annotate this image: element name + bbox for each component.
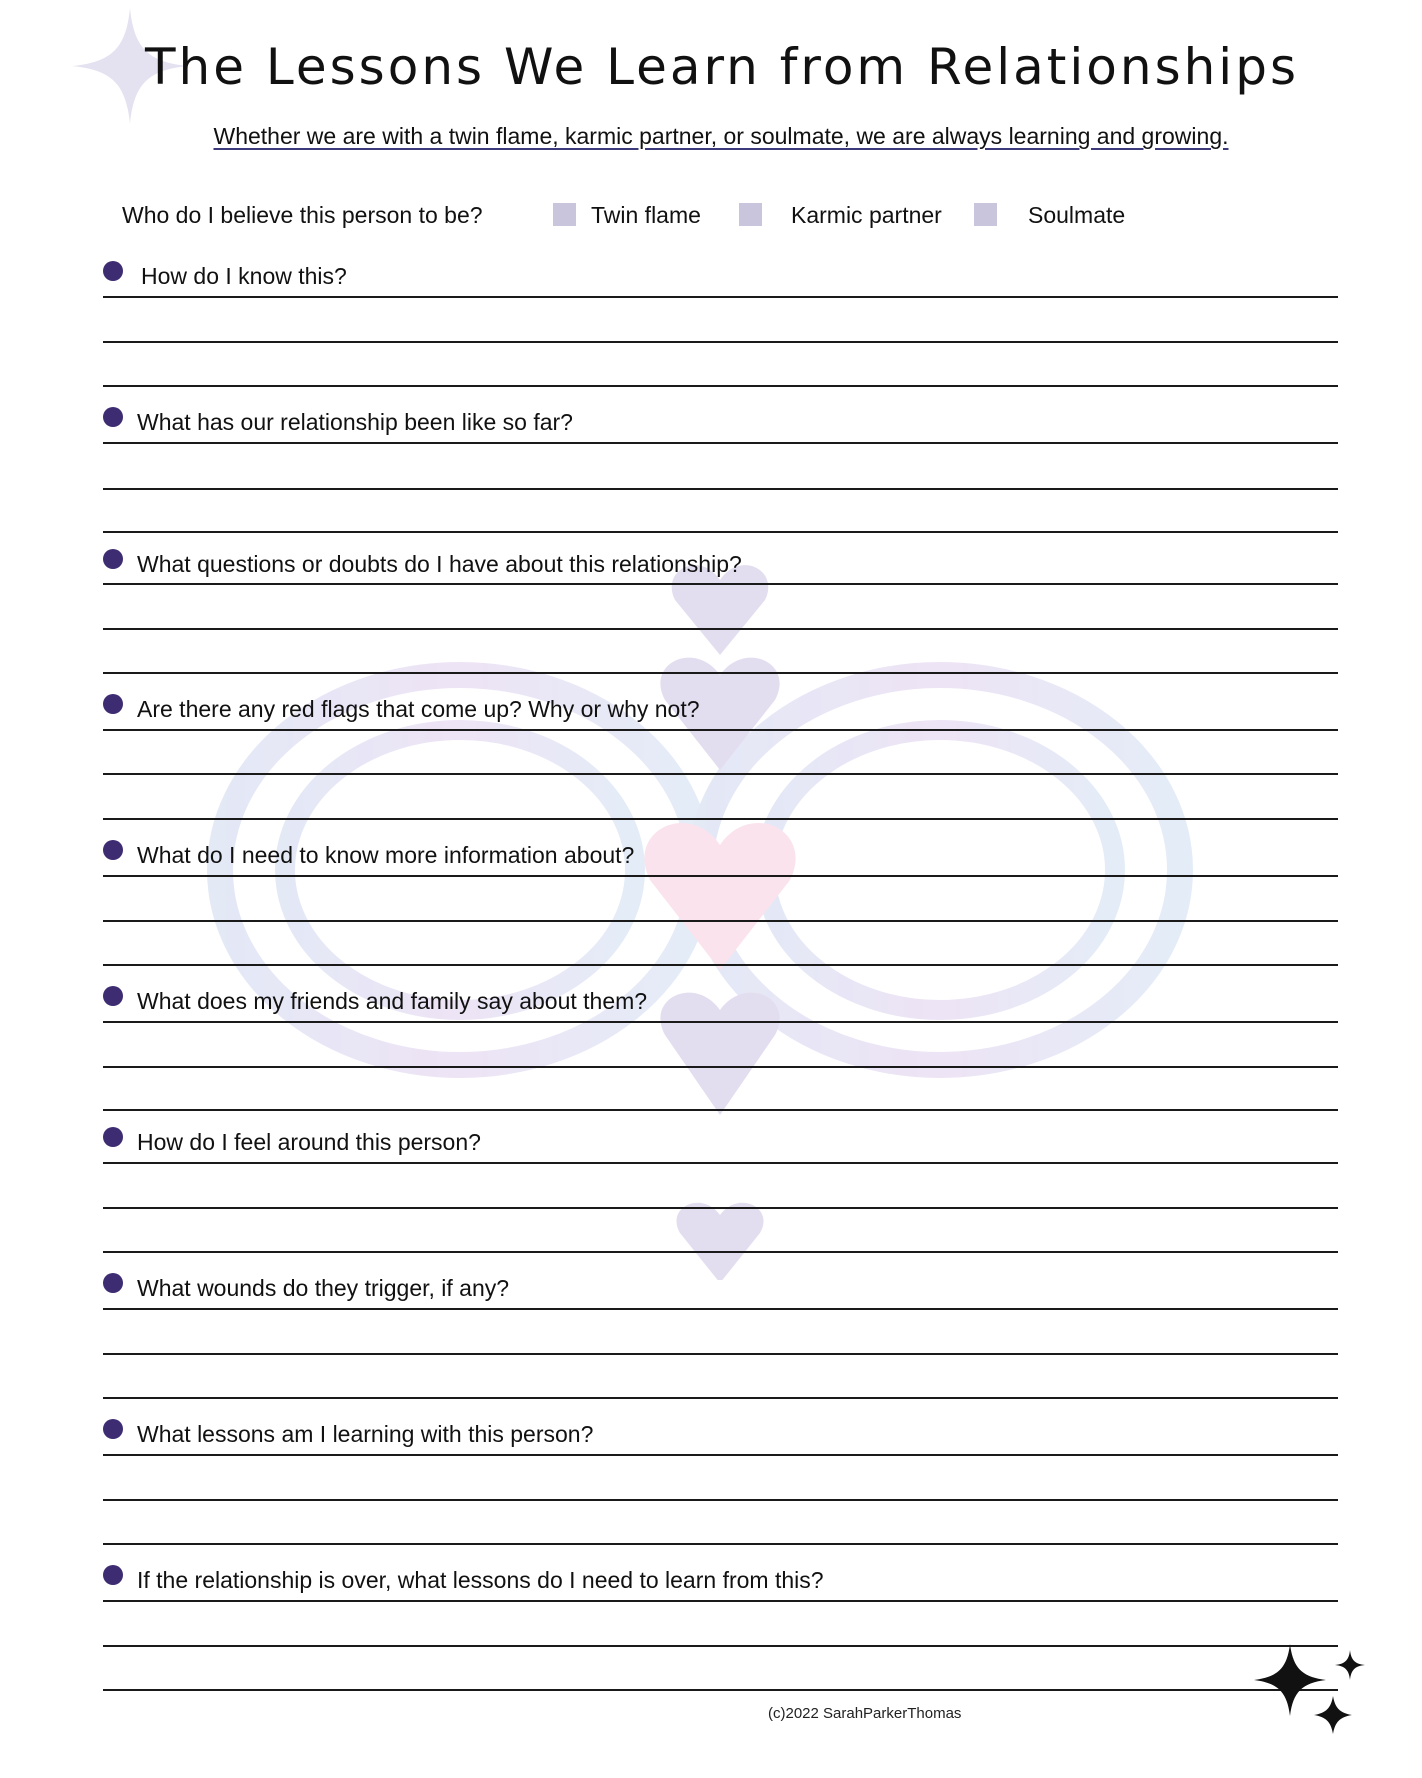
answer-line[interactable] — [103, 1645, 1338, 1647]
bullet-icon — [103, 694, 123, 714]
question-4: Are there any red flags that come up? Why or why not? — [137, 696, 700, 722]
answer-line[interactable] — [103, 920, 1338, 922]
answer-line[interactable] — [103, 729, 1338, 731]
answer-line[interactable] — [103, 1021, 1338, 1023]
answer-line[interactable] — [103, 531, 1338, 533]
bullet-icon — [103, 840, 123, 860]
question-3: What questions or doubts do I have about this relationship? — [137, 551, 742, 577]
bullet-icon — [103, 1419, 123, 1439]
twin-flame-label: Twin flame — [591, 202, 701, 228]
subtitle-text: Whether we are with a twin flame, karmic partner, or soulmate, we are always learning and growing. — [213, 123, 1229, 149]
question-10: If the relationship is over, what lessons do I need to learn from this? — [137, 1567, 824, 1593]
page-title: The Lessons We Learn from Relationships — [145, 38, 1299, 96]
answer-line[interactable] — [103, 1207, 1338, 1209]
bullet-icon — [103, 549, 123, 569]
question-1: How do I know this? — [141, 263, 347, 289]
question-7: How do I feel around this person? — [137, 1129, 481, 1155]
answer-line[interactable] — [103, 1308, 1338, 1310]
question-8: What wounds do they trigger, if any? — [137, 1275, 510, 1301]
answer-line[interactable] — [103, 1499, 1338, 1501]
answer-line[interactable] — [103, 1397, 1338, 1399]
identity-question: Who do I believe this person to be? — [122, 202, 483, 228]
question-9: What lessons am I learning with this person? — [137, 1421, 594, 1447]
answer-line[interactable] — [103, 672, 1338, 674]
soulmate-checkbox[interactable] — [974, 203, 997, 226]
answer-line[interactable] — [103, 964, 1338, 966]
answer-line[interactable] — [103, 1353, 1338, 1355]
answer-line[interactable] — [103, 583, 1338, 585]
answer-line[interactable] — [103, 1454, 1338, 1456]
answer-line[interactable] — [103, 488, 1338, 490]
bullet-icon — [103, 407, 123, 427]
page-subtitle — [0, 123, 1422, 150]
answer-line[interactable] — [103, 1543, 1338, 1545]
answer-line[interactable] — [103, 1162, 1338, 1164]
answer-line[interactable] — [103, 385, 1338, 387]
karmic-partner-label: Karmic partner — [791, 202, 942, 228]
soulmate-label: Soulmate — [1028, 202, 1126, 228]
question-5: What do I need to know more information about? — [137, 842, 635, 868]
answer-line[interactable] — [103, 1689, 1338, 1691]
answer-line[interactable] — [103, 1251, 1338, 1253]
answer-line[interactable] — [103, 1109, 1338, 1111]
answer-line[interactable] — [103, 818, 1338, 820]
bullet-icon — [103, 1127, 123, 1147]
bullet-icon — [103, 1565, 123, 1585]
bullet-icon — [103, 261, 123, 281]
answer-line[interactable] — [103, 773, 1338, 775]
answer-line[interactable] — [103, 442, 1338, 444]
answer-line[interactable] — [103, 341, 1338, 343]
copyright-footer: (c)2022 SarahParkerThomas — [768, 1705, 962, 1722]
question-6: What does my friends and family say about them? — [137, 988, 648, 1014]
question-2: What has our relationship been like so far? — [137, 409, 573, 435]
answer-line[interactable] — [103, 296, 1338, 298]
answer-line[interactable] — [103, 1600, 1338, 1602]
sparkle-cluster-icon — [1254, 1640, 1370, 1740]
twin-flame-checkbox[interactable] — [553, 203, 576, 226]
answer-line[interactable] — [103, 1066, 1338, 1068]
answer-line[interactable] — [103, 875, 1338, 877]
bullet-icon — [103, 986, 123, 1006]
bullet-icon — [103, 1273, 123, 1293]
answer-line[interactable] — [103, 628, 1338, 630]
karmic-partner-checkbox[interactable] — [739, 203, 762, 226]
